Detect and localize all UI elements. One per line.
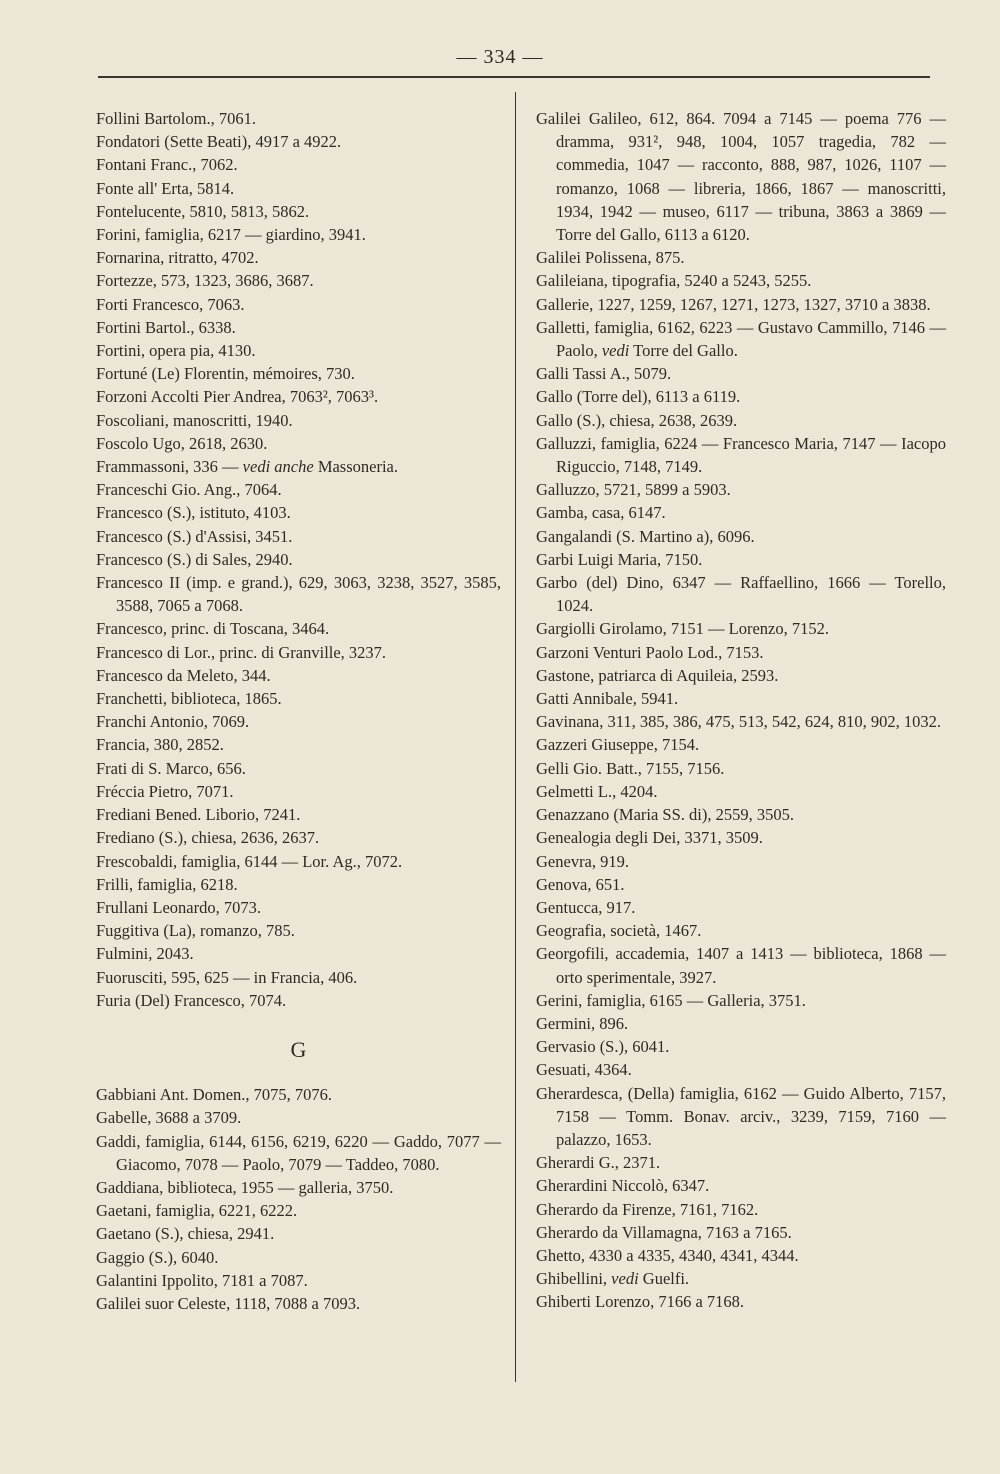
index-entry: Fréccia Pietro, 7071. (96, 781, 234, 801)
index-entry: Francesco, princ. di Toscana, 3464. (96, 619, 330, 639)
index-entry: Fortini Bartol., 6338. (96, 317, 236, 337)
index-entry: Fortuné (Le) Florentin, mémoires, 730. (96, 364, 355, 384)
index-entry: Gherardo da Firenze, 7161, 7162. (536, 1199, 759, 1219)
index-entry: Gaggio (S.), 6040. (96, 1247, 219, 1267)
index-entry: Galilei Galileo, 612, 864. 7094 a 7145 — poema 776 — dramma, 931², 948, 1004, 1057 tragedia, 782 — commedia, 1047 — racconto, 888, 987, 1026, 1107 — romanzo, 1068 — libreria, 1866, 1867 — manoscritti, 1934, 1942 — museo, 6117 — tribuna, 3863 a 3869 — Torre del Gallo, 6113 a 6120. (536, 109, 946, 245)
index-entry: Gelmetti L., 4204. (536, 781, 658, 801)
index-entry: Fortezze, 573, 1323, 3686, 3687. (96, 271, 314, 291)
index-entry: Franceschi Gio. Ang., 7064. (96, 480, 282, 500)
index-entry: Gangalandi (S. Martino a), 6096. (536, 526, 755, 546)
index-entry: Foscoliani, manoscritti, 1940. (96, 410, 293, 430)
index-entry: Gabbiani Ant. Domen., 7075, 7076. (96, 1085, 333, 1105)
right-column (536, 107, 946, 1314)
index-entry: Frediano (S.), chiesa, 2636, 2637. (96, 828, 320, 848)
index-entry: Gazzeri Giuseppe, 7154. (536, 735, 700, 755)
index-entry: Ghetto, 4330 a 4335, 4340, 4341, 4344. (536, 1245, 799, 1265)
index-entry: Franchi Antonio, 7069. (96, 712, 250, 732)
index-entry: Francesco di Lor., princ. di Granville, 3237. (96, 642, 387, 662)
index-entry: Gesuati, 4364. (536, 1060, 632, 1080)
index-entry: Gaddi, famiglia, 6144, 6156, 6219, 6220 — Gaddo, 7077 — Giacomo, 7078 — Paolo, 7079 — Taddeo, 7080. (96, 1131, 501, 1174)
index-entry: Galilei suor Celeste, 1118, 7088 a 7093. (96, 1293, 361, 1313)
index-entry: Francia, 380, 2852. (96, 735, 224, 755)
index-entry: Gelli Gio. Batt., 7155, 7156. (536, 758, 725, 778)
index-entry: Gherardesca, (Della) famiglia, 6162 — Guido Alberto, 7157, 7158 — Tomm. Bonav. arciv., 3239, 7159, 7160 — palazzo, 1653. (536, 1083, 946, 1149)
index-entry: Frammassoni, 336 — vedi anche Massoneria. (96, 457, 399, 477)
page-number: — 334 — (456, 46, 544, 68)
section-letter: G (290, 1036, 307, 1062)
index-entry: Garbo (del) Dino, 6347 — Raffaellino, 1666 — Torello, 1024. (536, 573, 946, 616)
index-entry: Francesco (S.) di Sales, 2940. (96, 549, 293, 569)
index-entry: Gatti Annibale, 5941. (536, 689, 679, 709)
index-entry: Galli Tassi A., 5079. (536, 364, 672, 384)
index-entry: Gastone, patriarca di Aquileia, 2593. (536, 665, 779, 685)
index-entry: Germini, 896. (536, 1013, 629, 1033)
index-entry: Ghibellini, vedi Guelfi. (536, 1269, 690, 1289)
index-entry: Gaetano (S.), chiesa, 2941. (96, 1224, 275, 1244)
index-entry: Frati di S. Marco, 656. (96, 758, 246, 778)
index-entry: Garzoni Venturi Paolo Lod., 7153. (536, 642, 764, 662)
index-entry: Fornarina, ritratto, 4702. (96, 248, 259, 268)
index-entry: Fuorusciti, 595, 625 — in Francia, 406. (96, 967, 358, 987)
index-entry: Gherardo da Villamagna, 7163 a 7165. (536, 1222, 792, 1242)
index-entry: Galluzzo, 5721, 5899 a 5903. (536, 480, 731, 500)
index-entry: Francesco da Meleto, 344. (96, 665, 271, 685)
index-list-f (96, 107, 501, 1012)
index-entry: Furia (Del) Francesco, 7074. (96, 990, 287, 1010)
index-entry: Fuggitiva (La), romanzo, 785. (96, 921, 295, 941)
index-entry: Fontelucente, 5810, 5813, 5862. (96, 201, 310, 221)
index-entry: Foscolo Ugo, 2618, 2630. (96, 433, 268, 453)
index-entry: Forti Francesco, 7063. (96, 294, 245, 314)
index-entry: Gabelle, 3688 a 3709. (96, 1108, 242, 1128)
index-entry: Genevra, 919. (536, 851, 630, 871)
index-entry: Galluzzi, famiglia, 6224 — Francesco Maria, 7147 — Iacopo Riguccio, 7148, 7149. (536, 433, 946, 477)
index-entry: Geografia, società, 1467. (536, 921, 702, 941)
index-entry: Fulmini, 2043. (96, 944, 194, 964)
index-entry: Galileiana, tipografia, 5240 a 5243, 5255. (536, 271, 812, 291)
index-entry: Forzoni Accolti Pier Andrea, 7063², 7063³. (96, 387, 379, 407)
index-entry: Frullani Leonardo, 7073. (96, 897, 261, 917)
index-entry: Gargiolli Girolamo, 7151 — Lorenzo, 7152. (536, 619, 829, 639)
index-entry: Gherardini Niccolò, 6347. (536, 1176, 710, 1196)
index-list-g-continued (536, 107, 946, 1314)
index-entry: Gentucca, 917. (536, 897, 636, 917)
index-entry: Genova, 651. (536, 874, 625, 894)
index-entry: Gaetani, famiglia, 6221, 6222. (96, 1201, 298, 1221)
index-entry: Gallo (S.), chiesa, 2638, 2639. (536, 410, 738, 430)
left-column (96, 107, 501, 1315)
index-entry: Gamba, casa, 6147. (536, 503, 666, 523)
index-entry: Fondatori (Sette Beati), 4917 a 4922. (96, 132, 342, 152)
index-entry: Franchetti, biblioteca, 1865. (96, 689, 282, 709)
column-divider (515, 92, 516, 1382)
index-entry: Fontani Franc., 7062. (96, 155, 238, 175)
index-entry: Galletti, famiglia, 6162, 6223 — Gustavo Cammillo, 7146 — Paolo, vedi Torre del Gallo. (536, 317, 946, 361)
index-entry: Gervasio (S.), 6041. (536, 1037, 670, 1057)
index-entry: Gherardi G., 2371. (536, 1153, 661, 1173)
index-entry: Frescobaldi, famiglia, 6144 — Lor. Ag., 7072. (96, 851, 403, 871)
index-entry: Follini Bartolom., 7061. (96, 109, 256, 128)
header-rule (98, 76, 930, 78)
index-entry: Garbi Luigi Maria, 7150. (536, 549, 703, 569)
index-entry: Galilei Polissena, 875. (536, 248, 685, 268)
index-entry: Forini, famiglia, 6217 — giardino, 3941. (96, 225, 366, 245)
index-entry: Genealogia degli Dei, 3371, 3509. (536, 828, 763, 848)
index-entry: Frediani Bened. Liborio, 7241. (96, 805, 301, 825)
index-entry: Francesco (S.), istituto, 4103. (96, 503, 291, 523)
index-entry: Fonte all' Erta, 5814. (96, 178, 235, 198)
index-list-g (96, 1083, 501, 1315)
index-entry: Ghiberti Lorenzo, 7166 a 7168. (536, 1292, 745, 1312)
index-entry: Gallerie, 1227, 1259, 1267, 1271, 1273, 1327, 3710 a 3838. (536, 294, 931, 314)
index-entry: Francesco II (imp. e grand.), 629, 3063, 3238, 3527, 3585, 3588, 7065 a 7068. (96, 573, 501, 616)
index-entry: Francesco (S.) d'Assisi, 3451. (96, 526, 293, 546)
index-entry: Gavinana, 311, 385, 386, 475, 513, 542, 624, 810, 902, 1032. (536, 712, 941, 732)
index-entry: Fortini, opera pia, 4130. (96, 341, 256, 361)
index-entry: Galantini Ippolito, 7181 a 7087. (96, 1270, 308, 1290)
index-entry: Gaddiana, biblioteca, 1955 — galleria, 3750. (96, 1177, 394, 1197)
index-entry: Gallo (Torre del), 6113 a 6119. (536, 387, 741, 407)
index-entry: Genazzano (Maria SS. di), 2559, 3505. (536, 805, 794, 825)
index-entry: Gerini, famiglia, 6165 — Galleria, 3751. (536, 990, 806, 1010)
index-entry: Georgofili, accademia, 1407 a 1413 — biblioteca, 1868 — orto sperimentale, 3927. (536, 944, 946, 987)
index-entry: Frilli, famiglia, 6218. (96, 874, 238, 894)
